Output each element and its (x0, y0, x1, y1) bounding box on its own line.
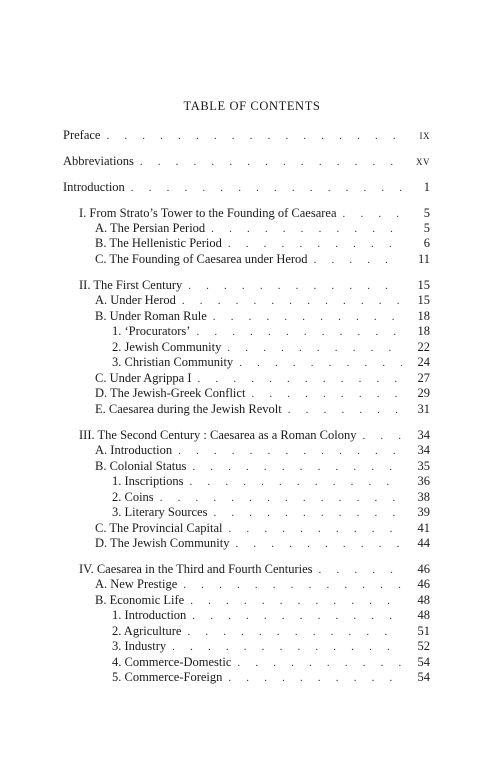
toc-entry-section[interactable] (95, 236, 430, 251)
leader-dots (187, 625, 402, 640)
toc-entry-subsection[interactable] (112, 624, 430, 639)
leader-dots (160, 491, 402, 506)
toc-entry-subsection[interactable] (112, 474, 430, 489)
entry-label: 3. Christian Community (112, 355, 234, 369)
entry-label: 2. Jewish Community (112, 340, 222, 354)
leader-dots (319, 563, 402, 578)
leader-dots (211, 222, 402, 237)
entry-label: 1. Introduction (112, 608, 187, 622)
toc-title: TABLE OF CONTENTS (183, 99, 321, 113)
entry-page: 54 (417, 655, 430, 669)
toc-entry-section[interactable] (95, 386, 430, 401)
leader-dots (213, 310, 402, 325)
entry-page: 46 (417, 577, 430, 591)
entry-page: 34 (417, 428, 430, 442)
entry-label: D. The Jewish-Greek Conflict (95, 386, 246, 400)
toc-entry-subsection[interactable] (112, 490, 430, 505)
toc-entry-section[interactable] (95, 221, 430, 236)
leader-dots (236, 537, 403, 552)
leader-dots (182, 294, 402, 309)
entry-page: 44 (417, 536, 430, 550)
toc-entry-section[interactable] (95, 443, 430, 458)
entry-page: 41 (417, 521, 430, 535)
entry-page: 1 (423, 180, 430, 194)
toc-entry-section[interactable] (95, 402, 430, 417)
leader-dots (228, 671, 402, 686)
entry-label: IV. Caesarea in the Third and Fourth Centuries (79, 562, 313, 576)
leader-dots (131, 181, 402, 196)
leader-dots (229, 522, 402, 537)
leader-dots (239, 356, 402, 371)
entry-label: B. Under Roman Rule (95, 309, 207, 323)
entry-label: 5. Commerce-Foreign (112, 670, 223, 684)
leader-dots (106, 129, 402, 144)
leader-dots (362, 429, 402, 444)
entry-label: A. Introduction (95, 443, 173, 457)
leader-dots (178, 444, 402, 459)
entry-label: 2. Agriculture (112, 624, 182, 638)
entry-label: E. Caesarea during the Jewish Revolt (95, 402, 282, 416)
toc-entry-chapter-4[interactable] (79, 562, 430, 577)
toc-entry-section[interactable] (95, 293, 430, 308)
leader-dots (188, 279, 402, 294)
entry-page: 48 (417, 593, 430, 607)
leader-dots (314, 253, 402, 268)
entry-page: 27 (417, 371, 430, 385)
entry-label: A. Under Herod (95, 293, 176, 307)
entry-page: 36 (417, 474, 430, 488)
toc-entry-section[interactable] (95, 252, 430, 267)
toc-entry-subsection[interactable] (112, 608, 430, 623)
toc-entry-subsection[interactable] (112, 340, 430, 355)
toc-entry-section[interactable] (95, 593, 430, 608)
entry-label: III. The Second Century : Caesarea as a Roman Colony (79, 428, 357, 442)
leader-dots (228, 237, 402, 252)
toc-entry-preface[interactable] (63, 128, 430, 143)
entry-label: C. Under Agrippa I (95, 371, 192, 385)
leader-dots (190, 594, 402, 609)
entry-label: C. The Founding of Caesarea under Herod (95, 252, 308, 266)
entry-label: B. Colonial Status (95, 459, 187, 473)
toc-entry-introduction[interactable] (63, 180, 430, 195)
entry-page: 35 (417, 459, 430, 473)
entry-page: 34 (417, 443, 430, 457)
entry-page: 5 (423, 206, 430, 220)
entry-page: xv (416, 154, 430, 168)
entry-label: 3. Literary Sources (112, 505, 208, 519)
leader-dots (213, 506, 402, 521)
toc-entry-subsection[interactable] (112, 670, 430, 685)
entry-page: 52 (417, 639, 430, 653)
toc-entry-chapter-1[interactable] (79, 206, 430, 221)
entry-page: 24 (417, 355, 430, 369)
entry-label: I. From Strato’s Tower to the Founding of Caesarea (79, 206, 337, 220)
toc-entry-section[interactable] (95, 371, 430, 386)
leader-dots (251, 387, 402, 402)
entry-page: 48 (417, 608, 430, 622)
entry-page: ix (419, 128, 430, 142)
leader-dots (190, 475, 402, 490)
entry-label: 3. Industry (112, 639, 167, 653)
toc-entry-subsection[interactable] (112, 324, 430, 339)
leader-dots (227, 341, 402, 356)
entry-label: 2. Coins (112, 490, 154, 504)
toc-entry-section[interactable] (95, 521, 430, 536)
entry-label: B. Economic Life (95, 593, 185, 607)
entry-page: 11 (417, 252, 430, 266)
entry-page: 18 (417, 309, 430, 323)
toc-entry-section[interactable] (95, 577, 430, 592)
toc-entry-subsection[interactable] (112, 355, 430, 370)
entry-label: D. The Jewish Community (95, 536, 230, 550)
entry-page: 38 (417, 490, 430, 504)
toc-entry-section[interactable] (95, 459, 430, 474)
toc-entry-subsection[interactable] (112, 505, 430, 520)
entry-page: 54 (417, 670, 430, 684)
entry-label: A. The Persian Period (95, 221, 206, 235)
entry-page: 46 (417, 562, 430, 576)
leader-dots (343, 207, 402, 222)
toc-entry-subsection[interactable] (112, 639, 430, 654)
entry-label: A. New Prestige (95, 577, 178, 591)
toc-entry-section[interactable] (95, 536, 430, 551)
leader-dots (172, 640, 402, 655)
entry-label: Preface (63, 128, 101, 142)
entry-label: Introduction (63, 180, 125, 194)
leader-dots (183, 578, 402, 593)
toc-entry-chapter-3[interactable] (79, 428, 430, 443)
entry-label: Abbreviations (63, 154, 134, 168)
toc-entry-chapter-2[interactable] (79, 278, 430, 293)
entry-page: 39 (417, 505, 430, 519)
entry-page: 15 (417, 278, 430, 292)
leader-dots (198, 372, 402, 387)
toc-entry-subsection[interactable] (112, 655, 430, 670)
leader-dots (288, 403, 402, 418)
leader-dots (140, 155, 402, 170)
entry-page: 6 (423, 236, 430, 250)
entry-label: 4. Commerce-Domestic (112, 655, 232, 669)
entry-label: II. The First Century (79, 278, 183, 292)
entry-page: 15 (417, 293, 430, 307)
entry-page: 31 (417, 402, 430, 416)
entry-label: C. The Provincial Capital (95, 521, 223, 535)
leader-dots (192, 609, 402, 624)
entry-page: 51 (417, 624, 430, 638)
leader-dots (196, 325, 402, 340)
entry-page: 18 (417, 324, 430, 338)
entry-label: 1. ‘Procurators’ (112, 324, 191, 338)
leader-dots (192, 460, 402, 475)
entry-label: 1. Inscriptions (112, 474, 184, 488)
toc-entry-abbreviations[interactable] (63, 154, 430, 169)
entry-page: 29 (417, 386, 430, 400)
toc-entry-section[interactable] (95, 309, 430, 324)
entry-label: B. The Hellenistic Period (95, 236, 222, 250)
entry-page: 22 (417, 340, 430, 354)
entry-page: 5 (423, 221, 430, 235)
leader-dots (237, 656, 402, 671)
